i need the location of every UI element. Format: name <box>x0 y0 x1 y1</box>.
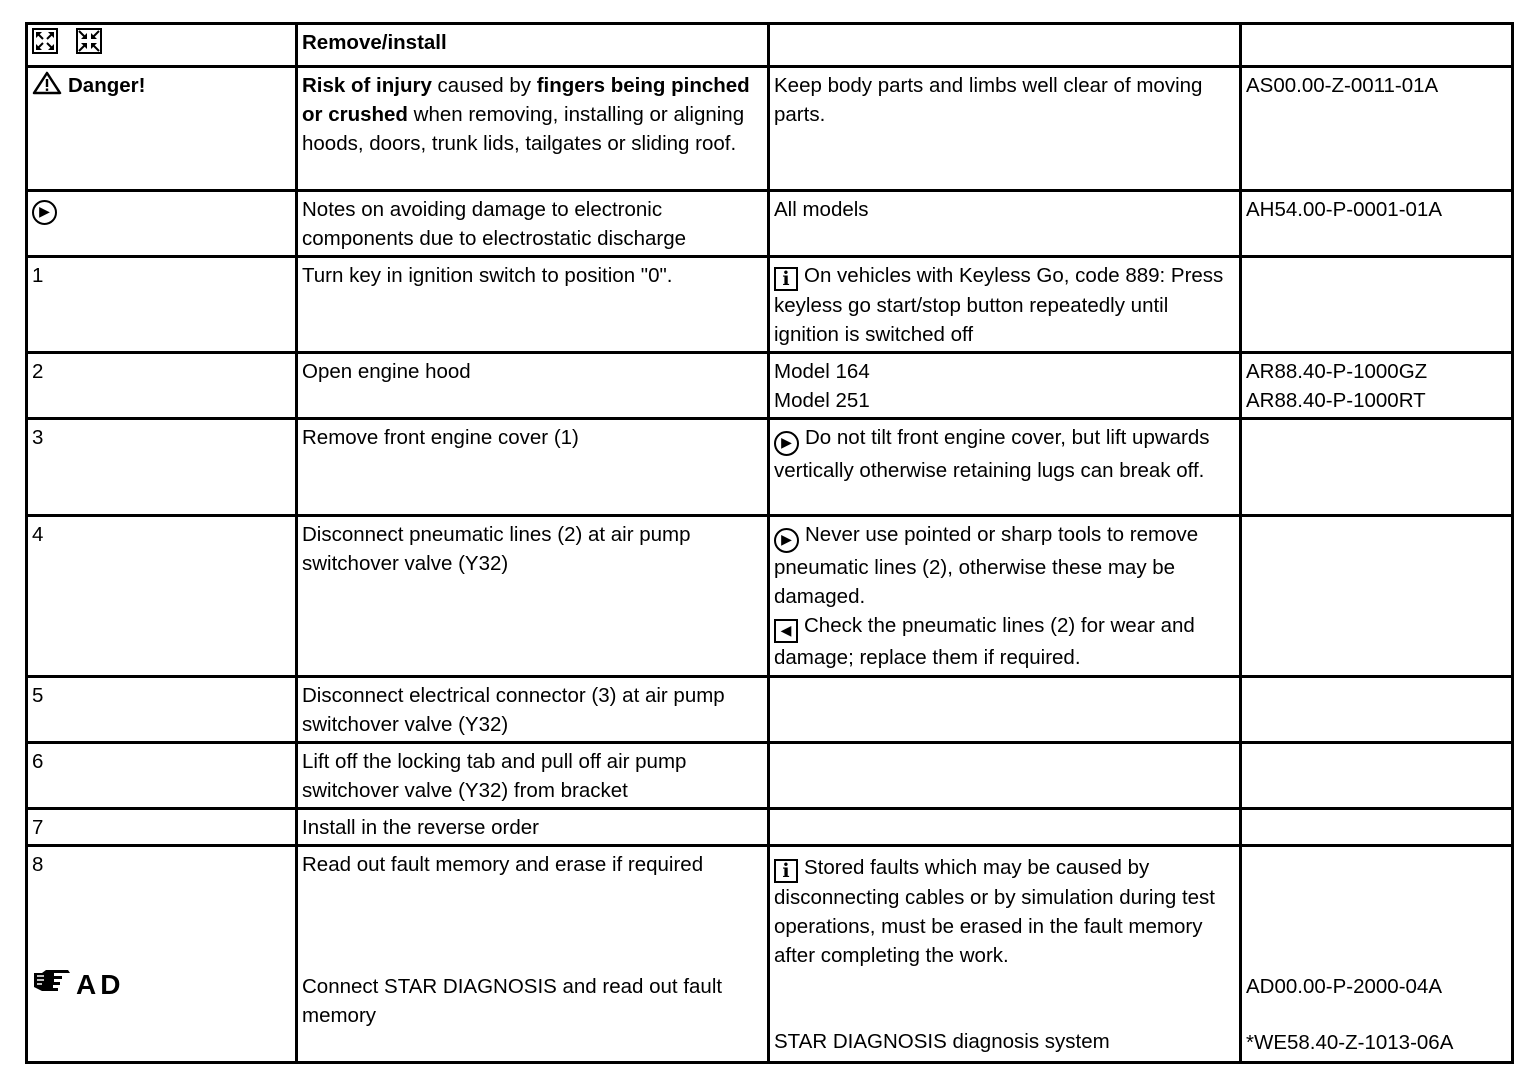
model-251: Model 251 <box>774 389 870 412</box>
ref-model-251[interactable]: AR88.40-P-1000RT <box>1246 389 1426 412</box>
step-ref <box>1241 516 1513 677</box>
danger-label-cell <box>27 67 297 191</box>
warning-triangle-icon <box>32 71 62 103</box>
step-number: 4 <box>27 516 297 677</box>
step-text <box>297 846 769 1063</box>
step-number: 3 <box>27 419 297 516</box>
esd-row <box>27 191 1513 257</box>
tool-name: STAR DIAGNOSIS diagnosis system <box>774 1030 1110 1053</box>
step-number: 7 <box>27 809 297 846</box>
step-note <box>769 257 1241 353</box>
danger-text-2: when removing, installing or aligning hoods, doors, trunk lids, tailgates or sliding roof. <box>302 103 745 155</box>
step-note <box>769 743 1241 809</box>
header-row <box>27 24 1513 67</box>
step-row-1 <box>27 257 1513 353</box>
header-icons-cell <box>27 24 297 67</box>
danger-note: Keep body parts and limbs well clear of moving parts. <box>769 67 1241 191</box>
header-title: Remove/install <box>297 24 769 67</box>
step-ref <box>1241 809 1513 846</box>
step-note-text-2: Check the pneumatic lines (2) for wear and damage; replace them if required. <box>774 613 1195 669</box>
collapse-icon[interactable] <box>76 28 102 62</box>
header-empty-3 <box>769 24 1241 67</box>
danger-row <box>27 67 1513 191</box>
info-icon: i <box>774 267 798 291</box>
step-row-7 <box>27 809 1513 846</box>
step-row-8 <box>27 846 1513 1063</box>
step-text-8: Read out fault memory and erase if required <box>302 853 704 876</box>
step-ref <box>1241 257 1513 353</box>
danger-text-1: caused by <box>431 74 537 97</box>
step-note <box>769 809 1241 846</box>
step-text: Install in the reverse order <box>297 809 769 846</box>
step-text: Turn key in ignition switch to position "0". <box>297 257 769 353</box>
tool-ref[interactable]: *WE58.40-Z-1013-06A <box>1246 1031 1454 1054</box>
danger-ref[interactable]: AS00.00-Z-0011-01A <box>1241 67 1513 191</box>
pointing-hand-icon <box>32 967 72 1003</box>
step-note-text: On vehicles with Keyless Go, code 889: Press keyless go start/stop button repeatedly until ignition is switched off <box>774 264 1224 346</box>
caution-icon: ▶ <box>774 431 799 456</box>
step-text: Open engine hood <box>297 353 769 419</box>
step-note <box>769 846 1241 1063</box>
step-number: 5 <box>27 677 297 743</box>
step-ref <box>1241 846 1513 1063</box>
info-icon: i <box>774 859 798 883</box>
danger-text <box>297 67 769 191</box>
step-number: 6 <box>27 743 297 809</box>
step-ref <box>1241 743 1513 809</box>
step-text: Disconnect pneumatic lines (2) at air pump switchover valve (Y32) <box>297 516 769 677</box>
step-ref <box>1241 677 1513 743</box>
ad-label: AD <box>76 969 125 1000</box>
step-number-8: 8 <box>32 853 44 876</box>
danger-bold-1: Risk of injury <box>302 74 432 97</box>
step-row-6 <box>27 743 1513 809</box>
esd-icon-cell <box>27 191 297 257</box>
step-row-4 <box>27 516 1513 677</box>
step-number <box>27 846 297 1063</box>
model-164: Model 164 <box>774 360 870 383</box>
esd-ref[interactable]: AH54.00-P-0001-01A <box>1241 191 1513 257</box>
caution-icon: ▶ <box>774 528 799 553</box>
work-instruction-table <box>25 22 1514 1064</box>
check-icon: ◀ <box>774 619 798 643</box>
step-row-3 <box>27 419 1513 516</box>
danger-bold-2: fingers being pinched or crushed <box>302 74 750 126</box>
step-text: Disconnect electrical connector (3) at air pump switchover valve (Y32) <box>297 677 769 743</box>
step-note <box>769 516 1241 677</box>
step-number: 2 <box>27 353 297 419</box>
ref-model-164[interactable]: AR88.40-P-1000GZ <box>1246 360 1428 383</box>
step-row-2 <box>27 353 1513 419</box>
header-empty-4 <box>1241 24 1513 67</box>
step-note <box>769 677 1241 743</box>
step-ref <box>1241 353 1513 419</box>
step-note <box>769 419 1241 516</box>
step-text: Lift off the locking tab and pull off air pump switchover valve (Y32) from bracket <box>297 743 769 809</box>
step-ref <box>1241 419 1513 516</box>
step-note-text-1: Never use pointed or sharp tools to remove pneumatic lines (2), otherwise these may be damaged. <box>774 523 1199 608</box>
step-row-5 <box>27 677 1513 743</box>
step-note <box>769 353 1241 419</box>
ad-text: Connect STAR DIAGNOSIS and read out fault memory <box>302 975 723 1027</box>
step-number: 1 <box>27 257 297 353</box>
step-note-text: Stored faults which may be caused by disconnecting cables or by simulation during test operations, must be erased in the fault memory after completing the work. <box>774 856 1215 967</box>
esd-note: All models <box>769 191 1241 257</box>
step-text: Remove front engine cover (1) <box>297 419 769 516</box>
expand-icon[interactable] <box>32 28 58 62</box>
step-note-text: Do not tilt front engine cover, but lift upwards vertically otherwise retaining lugs can break off. <box>774 426 1210 482</box>
ad-diagnosis-marker <box>32 967 291 1003</box>
danger-label: Danger! <box>68 74 146 97</box>
esd-text: Notes on avoiding damage to electronic components due to electrostatic discharge <box>297 191 769 257</box>
esd-caution-icon: ▶ <box>32 200 57 225</box>
ad-ref[interactable]: AD00.00-P-2000-04A <box>1246 975 1443 998</box>
